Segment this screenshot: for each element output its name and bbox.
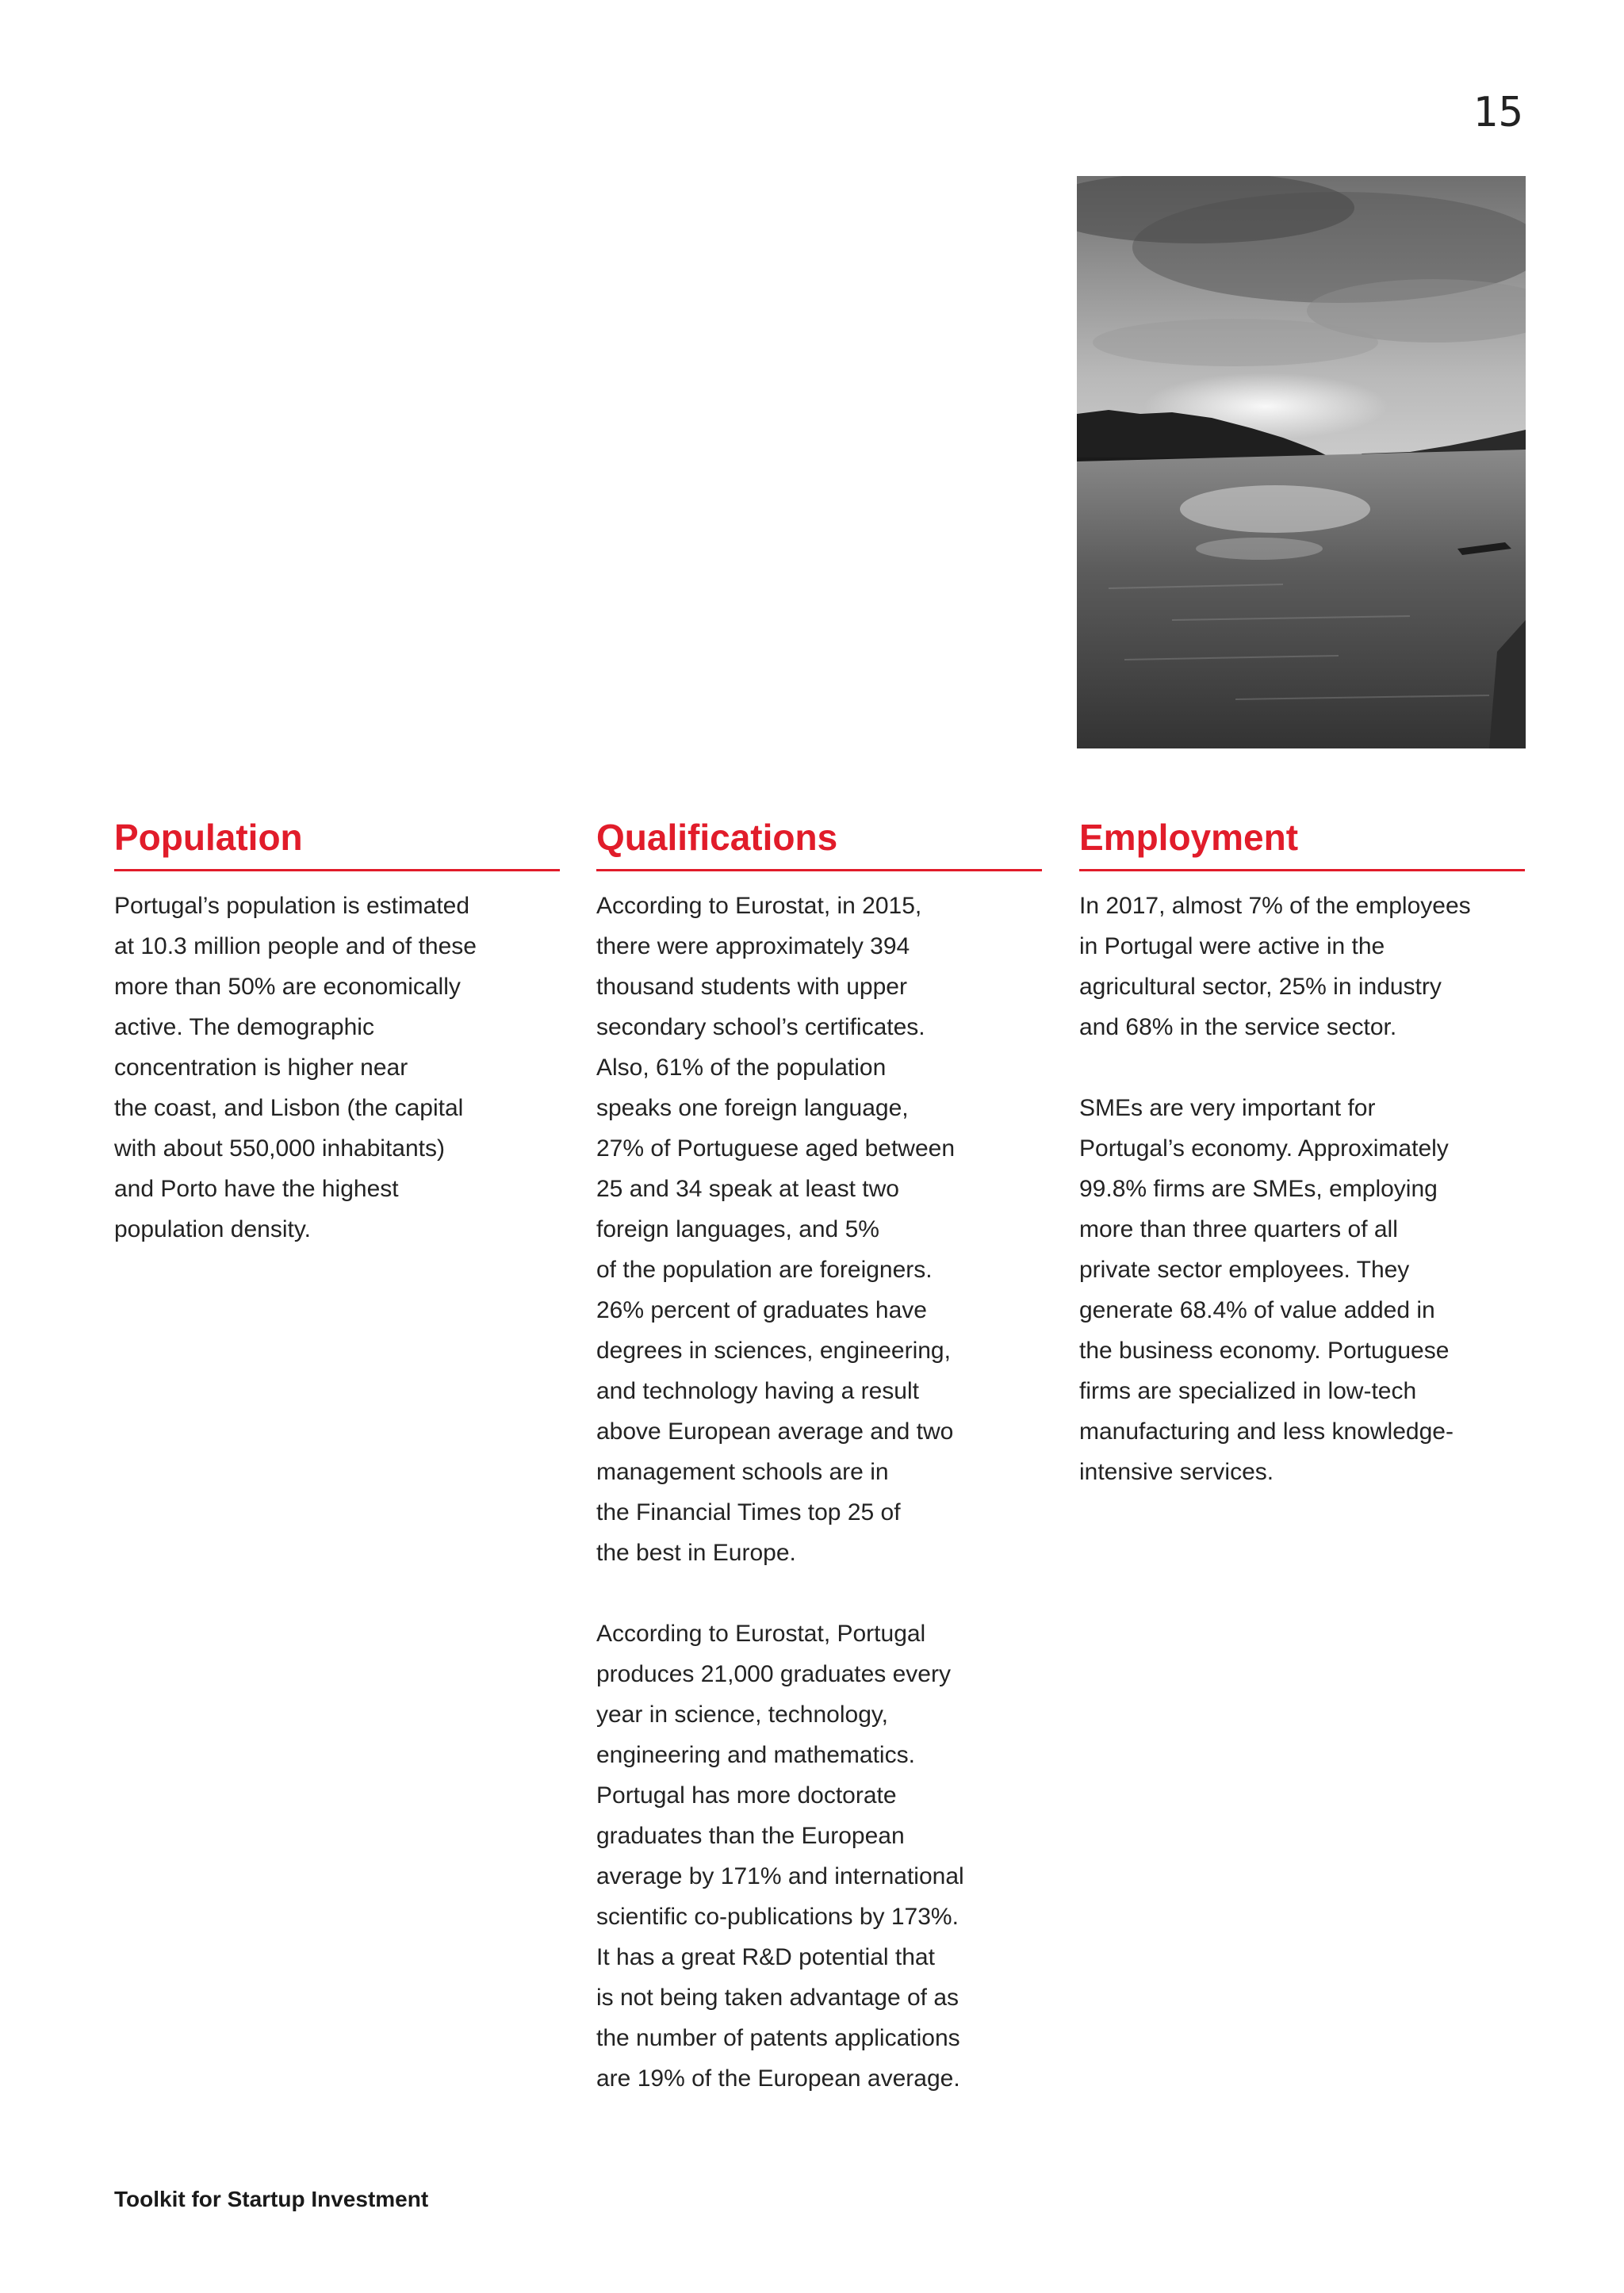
qualifications-column [596, 810, 1042, 2099]
employment-column [1079, 810, 1525, 1492]
employment-paragraph-1: In 2017, almost 7% of the employees in Portugal were active in the agricultural sector, 25% in industry and 68% in the service sector. [1079, 893, 1471, 1040]
population-heading: Population [114, 810, 560, 871]
page-number: 15 [1473, 89, 1524, 136]
qualifications-paragraph-1: According to Eurostat, in 2015, there were approximately 394 thousand students with upper secondary school’s certificates. Also, 61% of the population speaks one foreign language, 27% of Portuguese aged between 25 and 34 speak at least two foreign languages, and 5% of the population are foreigners. 26% percent of graduates have degrees in sciences, engineering, and technology having a result above European average and two management schools are in the Financial Times top 25 of the best in Europe. [596, 893, 956, 1566]
qualifications-heading: Qualifications [596, 810, 1042, 871]
qualifications-paragraph-2: According to Eurostat, Portugal produces 21,000 graduates every year in science, technology, engineering and mathematics. Portugal has more doctorate graduates than the European average by 171% and international scientific co-publications by 173%. It has a great R&D potential that is not being taken advantage of as the number of patents applications are 19% of the European average. [596, 1621, 964, 2092]
population-column [114, 810, 560, 1250]
population-paragraph: Portugal’s population is estimated at 10.3 million people and of these more than 50% are economically active. The demographic concentration is higher near the coast, and Lisbon (the capital with about 550,000 inhabitants) and Porto have the highest population density. [114, 893, 477, 1242]
employment-paragraph-2: SMEs are very important for Portugal’s economy. Approximately 99.8% firms are SMEs, employing more than three quarters of all private sector employees. They generate 68.4% of value added in the business economy. Portuguese firms are specialized in low-tech manufacturing and less knowledge- intensive services. [1079, 1095, 1454, 1485]
document-footer: Toolkit for Startup Investment [114, 2187, 429, 2211]
employment-heading: Employment [1079, 810, 1525, 871]
river-photo [1077, 176, 1526, 748]
